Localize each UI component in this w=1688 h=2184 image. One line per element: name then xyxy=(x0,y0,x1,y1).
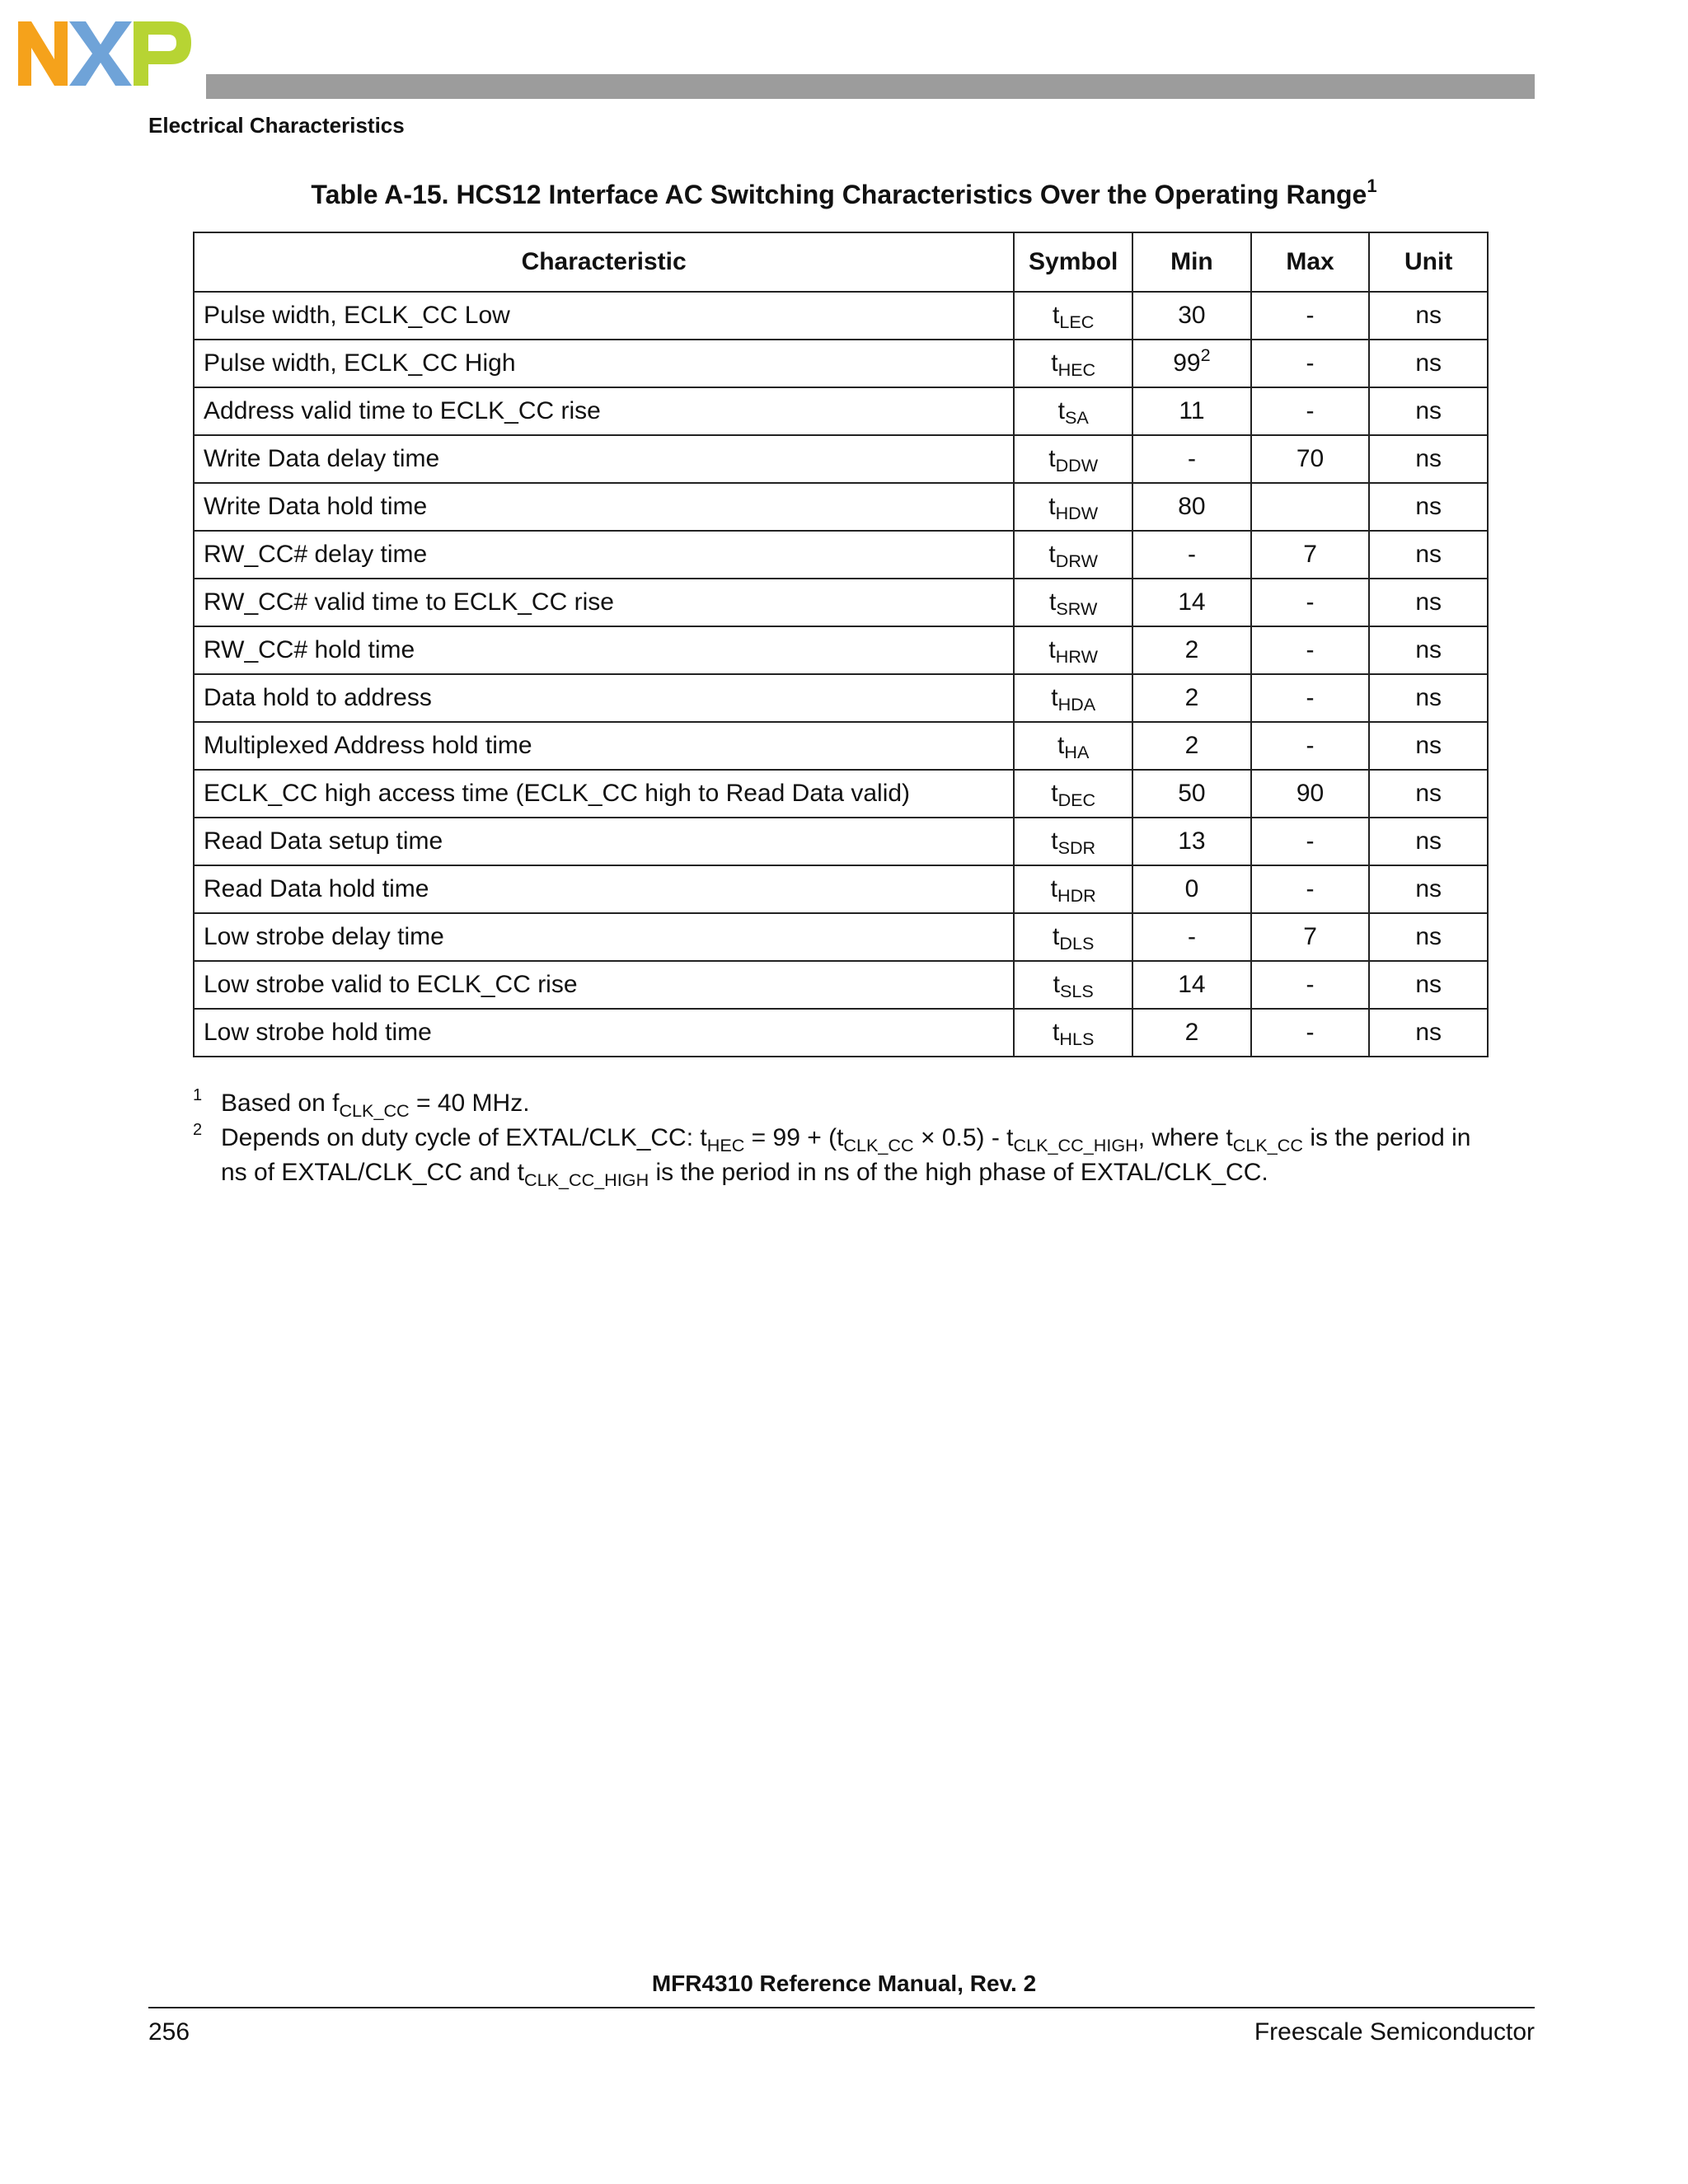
header-characteristic: Characteristic xyxy=(194,232,1014,292)
cell-symbol: $t_{HEC}$ xyxy=(1014,340,1132,387)
table-row xyxy=(194,340,1488,387)
section-title: Electrical Characteristics xyxy=(148,113,405,138)
table-row xyxy=(194,674,1488,722)
cell-max: 70 xyxy=(1251,435,1370,483)
cell-characteristic: Data hold to address xyxy=(194,674,1014,722)
table-title-text: Table A-15. HCS12 Interface AC Switching Characteristics Over the Operating Range xyxy=(311,180,1367,209)
table-title-footnote-ref: 1 xyxy=(1367,176,1377,196)
nxp-logo xyxy=(18,21,191,86)
cell-symbol: $t_{HDR}$ xyxy=(1014,865,1132,913)
company-name: Freescale Semiconductor xyxy=(1254,2018,1535,2046)
table-row xyxy=(194,722,1488,770)
cell-characteristic: Address valid time to ECLK_CC rise xyxy=(194,387,1014,435)
cell-min: 13 xyxy=(1132,818,1251,865)
cell-max: - xyxy=(1251,865,1370,913)
cell-unit: ns xyxy=(1369,435,1488,483)
cell-min: 2 xyxy=(1132,674,1251,722)
cell-characteristic: Write Data hold time xyxy=(194,483,1014,531)
cell-characteristic: Write Data delay time xyxy=(194,435,1014,483)
cell-characteristic: Low strobe delay time xyxy=(194,913,1014,961)
cell-characteristic: Read Data setup time xyxy=(194,818,1014,865)
cell-unit: ns xyxy=(1369,292,1488,340)
table-row xyxy=(194,531,1488,579)
cell-symbol: $t_{DLS}$ xyxy=(1014,913,1132,961)
cell-max: 7 xyxy=(1251,531,1370,579)
cell-characteristic: Read Data hold time xyxy=(194,865,1014,913)
cell-unit: ns xyxy=(1369,579,1488,626)
cell-characteristic: Pulse width, ECLK_CC Low xyxy=(194,292,1014,340)
cell-min: 30 xyxy=(1132,292,1251,340)
cell-max: - xyxy=(1251,961,1370,1009)
cell-symbol: $t_{DRW}$ xyxy=(1014,531,1132,579)
footnote-2-mark: 2 xyxy=(193,1121,203,1139)
cell-characteristic: Low strobe valid to ECLK_CC rise xyxy=(194,961,1014,1009)
table-row xyxy=(194,1009,1488,1057)
table-footnotes xyxy=(193,1086,1489,1190)
table-row xyxy=(194,913,1488,961)
cell-min: - xyxy=(1132,435,1251,483)
cell-max xyxy=(1251,483,1370,531)
cell-unit: ns xyxy=(1369,626,1488,674)
cell-symbol: $t_{HA}$ xyxy=(1014,722,1132,770)
cell-max: - xyxy=(1251,579,1370,626)
cell-min: 0 xyxy=(1132,865,1251,913)
table-row xyxy=(194,865,1488,913)
cell-unit: ns xyxy=(1369,674,1488,722)
cell-characteristic: RW_CC# delay time xyxy=(194,531,1014,579)
cell-unit: ns xyxy=(1369,913,1488,961)
cell-min: 14 xyxy=(1132,961,1251,1009)
cell-characteristic: Pulse width, ECLK_CC High xyxy=(194,340,1014,387)
cell-max: - xyxy=(1251,292,1370,340)
cell-max: - xyxy=(1251,674,1370,722)
cell-unit: ns xyxy=(1369,340,1488,387)
cell-characteristic: RW_CC# valid time to ECLK_CC rise xyxy=(194,579,1014,626)
table-row xyxy=(194,818,1488,865)
header-symbol: Symbol xyxy=(1014,232,1132,292)
cell-min: - xyxy=(1132,531,1251,579)
cell-min: 11 xyxy=(1132,387,1251,435)
cell-characteristic: Low strobe hold time xyxy=(194,1009,1014,1057)
table-row xyxy=(194,292,1488,340)
cell-max: 90 xyxy=(1251,770,1370,818)
document-title: MFR4310 Reference Manual, Rev. 2 xyxy=(651,1971,1037,1996)
characteristics-table xyxy=(193,232,1489,1057)
table-row xyxy=(194,435,1488,483)
cell-min: 2 xyxy=(1132,722,1251,770)
table-row xyxy=(194,579,1488,626)
footnote-2: 2 Depends on duty cycle of EXTAL/CLK_CC: $t_{HEC} = 99 + (t_{CLK\_CC} \times 0.5) - t_{CLK\_CC\_HIGH}$, where $t_{CLK\_CC}$ is the period in ns of EXTAL/CLK_CC and $t_{CLK\_CC\_HIGH}$ is the period in ns of the high phase of EXTAL/CLK_CC. xyxy=(193,1121,1489,1190)
cell-unit: ns xyxy=(1369,818,1488,865)
cell-symbol: $t_{HDW}$ xyxy=(1014,483,1132,531)
header-max: Max xyxy=(1251,232,1370,292)
cell-characteristic: RW_CC# hold time xyxy=(194,626,1014,674)
cell-unit: ns xyxy=(1369,1009,1488,1057)
cell-characteristic: Multiplexed Address hold time xyxy=(194,722,1014,770)
cell-unit: ns xyxy=(1369,770,1488,818)
cell-min: 50 xyxy=(1132,770,1251,818)
cell-min: - xyxy=(1132,913,1251,961)
cell-max: - xyxy=(1251,340,1370,387)
cell-max: - xyxy=(1251,818,1370,865)
cell-symbol: $t_{SDR}$ xyxy=(1014,818,1132,865)
cell-symbol: $t_{LEC}$ xyxy=(1014,292,1132,340)
cell-max: - xyxy=(1251,1009,1370,1057)
cell-min: 14 xyxy=(1132,579,1251,626)
cell-max: - xyxy=(1251,387,1370,435)
header-bar xyxy=(206,74,1535,99)
table-title xyxy=(0,176,1688,210)
header-min: Min xyxy=(1132,232,1251,292)
cell-symbol: $t_{SLS}$ xyxy=(1014,961,1132,1009)
table-row xyxy=(194,770,1488,818)
cell-unit: ns xyxy=(1369,865,1488,913)
footnote-1-mark: 1 xyxy=(193,1086,203,1104)
cell-symbol: $t_{HDA}$ xyxy=(1014,674,1132,722)
table-row xyxy=(194,483,1488,531)
nxp-logo-graphic xyxy=(18,21,191,86)
table-row xyxy=(194,387,1488,435)
cell-unit: ns xyxy=(1369,483,1488,531)
cell-symbol: $t_{HRW}$ xyxy=(1014,626,1132,674)
cell-symbol: $t_{HLS}$ xyxy=(1014,1009,1132,1057)
cell-symbol: $t_{SRW}$ xyxy=(1014,579,1132,626)
cell-unit: ns xyxy=(1369,531,1488,579)
cell-min: $99^2$ xyxy=(1132,340,1251,387)
cell-unit: ns xyxy=(1369,961,1488,1009)
header-unit: Unit xyxy=(1369,232,1488,292)
footnote-1: 1 Based on $f_{CLK\_CC} = 40$ MHz. xyxy=(193,1086,1489,1121)
cell-symbol: $t_{SA}$ xyxy=(1014,387,1132,435)
cell-min: 80 xyxy=(1132,483,1251,531)
cell-unit: ns xyxy=(1369,387,1488,435)
cell-max: 7 xyxy=(1251,913,1370,961)
cell-min: 2 xyxy=(1132,1009,1251,1057)
cell-symbol: $t_{DDW}$ xyxy=(1014,435,1132,483)
table-header-row xyxy=(194,232,1488,292)
cell-characteristic: ECLK_CC high access time (ECLK_CC high to Read Data valid) xyxy=(194,770,1014,818)
cell-symbol: $t_{DEC}$ xyxy=(1014,770,1132,818)
cell-unit: ns xyxy=(1369,722,1488,770)
cell-min: 2 xyxy=(1132,626,1251,674)
cell-max: - xyxy=(1251,722,1370,770)
table-row xyxy=(194,626,1488,674)
page-number: 256 xyxy=(148,2018,190,2046)
footer-divider xyxy=(148,2007,1535,2008)
cell-max: - xyxy=(1251,626,1370,674)
table-row xyxy=(194,961,1488,1009)
